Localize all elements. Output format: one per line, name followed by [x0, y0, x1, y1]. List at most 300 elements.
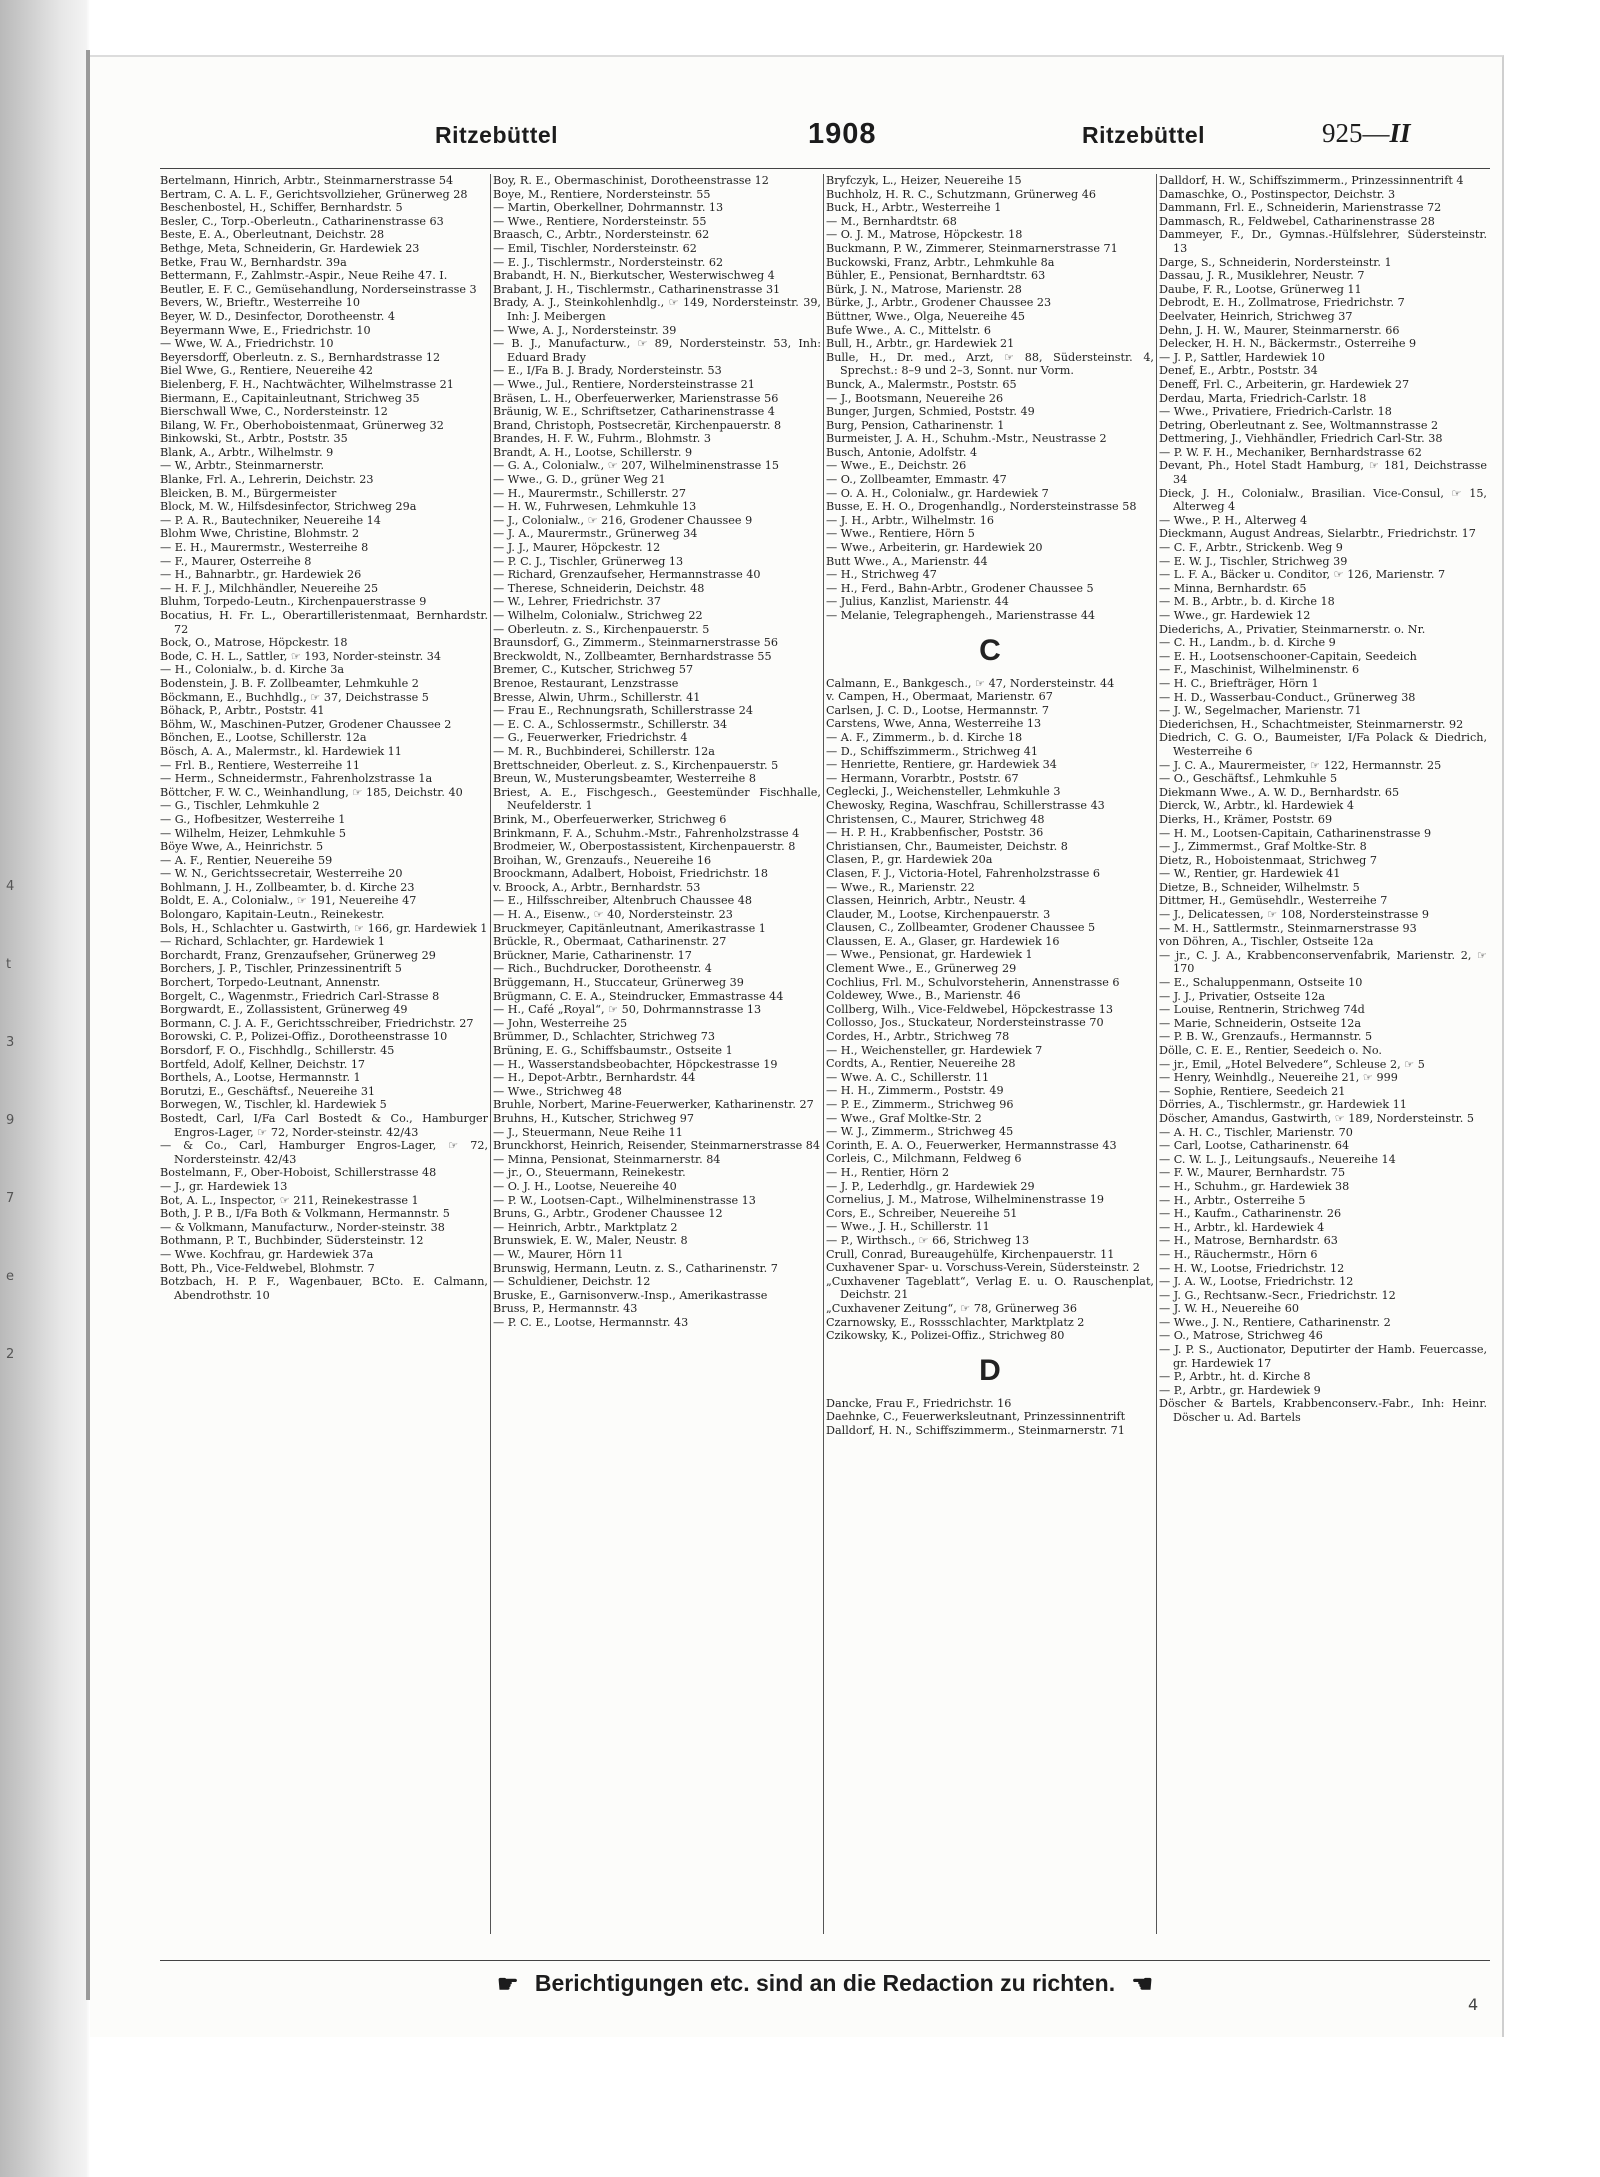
directory-entry: Deneff, Frl. C., Arbeiterin, gr. Hardewiek 27	[1159, 377, 1410, 391]
directory-entry: — Wwe., Strichweg 48	[493, 1084, 622, 1098]
directory-entry: — jr., O., Steuermann, Reinekestr.	[493, 1166, 686, 1180]
directory-entry: Blohm Wwe, Christine, Blohmstr. 2	[160, 527, 360, 541]
directory-entry: — E., Hilfsschreiber, Altenbruch Chaussee 48	[493, 894, 753, 908]
directory-entry: Beyersdorff, Oberleutn. z. S., Bernhardstrasse 12	[160, 350, 441, 364]
directory-entry: Ceglecki, J., Weichensteller, Lehmkuhle 3	[826, 785, 1061, 799]
directory-entry: — H., Colonialw., b. d. Kirche 3a	[160, 663, 344, 677]
margin-mark: 4	[1468, 1995, 1479, 2014]
directory-entry: Collosso, Jos., Stuckateur, Nordersteinstrasse 70	[826, 1016, 1104, 1030]
directory-entry: — John, Westerreihe 25	[493, 1016, 628, 1030]
directory-entry: — Minna, Bernhardstr. 65	[1159, 581, 1307, 595]
directory-entry: Biermann, E., Capitainleutnant, Strichweg 35	[160, 391, 420, 405]
directory-entry: Brügmann, C. E. A., Steindrucker, Emmastrasse 44	[493, 989, 784, 1003]
directory-entry: Busse, E. H. O., Drogenhandlg., Nordersteinstrasse 58	[826, 500, 1137, 514]
directory-entry: — Frau E., Rechnungsrath, Schillerstrasse 24	[493, 704, 753, 718]
directory-entry: — H. H., Zimmerm., Poststr. 49	[826, 1084, 1004, 1098]
directory-entry: Block, M. W., Hilfsdesinfector, Strichweg 29a	[160, 500, 417, 514]
directory-entry: — H., Arbtr., Osterreihe 5	[1159, 1193, 1306, 1207]
directory-entry: — G., Tischler, Lehmkuhle 2	[160, 799, 320, 813]
directory-entry: Böhm, W., Maschinen-Putzer, Grodener Chaussee 2	[160, 717, 452, 731]
directory-entry: Buchholz, H. R. C., Schutzmann, Grünerweg 46	[826, 187, 1097, 201]
directory-entry: Boldt, E. A., Colonialw., ☞ 191, Neuereihe 47	[160, 894, 417, 908]
directory-entry: — J. A., Maurermstr., Grünerweg 34	[493, 527, 698, 541]
directory-entry: Bormann, C. J. A. F., Gerichtsschreiber, Friedrichstr. 27	[160, 1016, 474, 1030]
directory-entry: — P., Arbtr., gr. Hardewiek 9	[1159, 1383, 1321, 1397]
directory-entry: Bevers, W., Brieftr., Westerreihe 10	[160, 296, 360, 310]
directory-entry: Bielenberg, F. H., Nachtwächter, Wilhelmstrasse 21	[160, 377, 454, 391]
directory-entry: Böhack, P., Arbtr., Poststr. 41	[160, 704, 325, 718]
directory-entry: — H., Bahnarbtr., gr. Hardewiek 26	[160, 568, 362, 582]
directory-entry: Bostelmann, F., Ober-Hoboist, Schillerstrasse 48	[160, 1166, 437, 1180]
directory-entry: Buckowski, Franz, Arbtr., Lehmkuhle 8a	[826, 255, 1055, 269]
directory-entry: Butt Wwe., A., Marienstr. 44	[826, 554, 988, 568]
directory-entry: — J. C. A., Maurermeister, ☞ 122, Hermannstr. 25	[1159, 758, 1442, 772]
directory-entry: — H. C., Briefträger, Hörn 1	[1159, 676, 1319, 690]
directory-entry: — Carl, Lootse, Catharinenstr. 64	[1159, 1139, 1350, 1153]
directory-entry: Burmeister, J. A. H., Schuhm.-Mstr., Neustrasse 2	[826, 432, 1107, 446]
directory-entry: Bulle, H., Dr. med., Arzt, ☞ 88, Südersteinstr. 4, Sprechst.: 8–9 und 2–3, Sonnt. nur Vorm.	[826, 350, 1154, 378]
directory-entry: — Wwe., G. D., grüner Weg 21	[493, 473, 666, 487]
directory-entry: — & Volkmann, Manufacturw., Norder-steinstr. 38	[160, 1220, 445, 1234]
directory-entry: — Wwe. Kochfrau, gr. Hardewiek 37a	[160, 1247, 374, 1261]
directory-entry: Boye, M., Rentiere, Nordersteinstr. 55	[493, 187, 711, 201]
directory-entry: Beste, E. A., Oberleutnant, Deichstr. 28	[160, 228, 385, 242]
page-number-value: 925—	[1322, 118, 1390, 148]
directory-entry: Borwegen, W., Tischler, kl. Hardewiek 5	[160, 1098, 387, 1112]
directory-entry: Bunck, A., Malermstr., Poststr. 65	[826, 377, 1017, 391]
directory-entry: Brüning, E. G., Schiffsbaumstr., Ostseite 1	[493, 1044, 733, 1057]
directory-entry: Binkowski, St., Arbtr., Poststr. 35	[160, 432, 348, 446]
directory-entry: Crull, Conrad, Bureaugehülfe, Kirchenpauerstr. 11	[826, 1247, 1115, 1261]
directory-entry: Busch, Antonie, Adolfstr. 4	[826, 445, 978, 459]
directory-entry: — M., Bernhardtstr. 68	[826, 214, 957, 228]
directory-entry: Braasch, C., Arbtr., Nordersteinstr. 62	[493, 228, 710, 242]
directory-entry: Bryfczyk, L., Heizer, Neuereihe 15	[826, 174, 1022, 187]
column-2	[493, 174, 821, 1954]
page-footer	[160, 1966, 1490, 2000]
directory-entry: Delecker, H. H. N., Bäckermstr., Osterreihe 9	[1159, 337, 1417, 351]
directory-entry: — J. W. H., Neuereihe 60	[1159, 1302, 1299, 1316]
directory-entry: Cordts, A., Rentier, Neuereihe 28	[826, 1057, 1016, 1071]
directory-entry: Debrodt, E. H., Zollmatrose, Friedrichstr. 7	[1159, 296, 1405, 310]
directory-entry: Bostedt, Carl, I/Fa Carl Bostedt & Co., Hamburger Engros-Lager, ☞ 72, Norder-steinstr. 42/43	[160, 1111, 488, 1139]
directory-entry: — H. D., Wasserbau-Conduct., Grünerweg 38	[1159, 690, 1416, 704]
directory-entry: — Wwe., Jul., Rentiere, Nordersteinstrasse 21	[493, 377, 755, 391]
directory-entry: — Richard, Grenzaufseher, Hermannstrasse 40	[493, 568, 761, 582]
directory-entry: Böttcher, F. W. C., Weinhandlung, ☞ 185, Deichstr. 40	[160, 785, 463, 799]
directory-entry: Bock, O., Matrose, Höpckestr. 18	[160, 636, 348, 650]
directory-entry: Bruske, E., Garnisonverw.-Insp., Amerikastrasse	[493, 1288, 768, 1302]
directory-entry: Dieckmann, August Andreas, Sielarbtr., Friedrichstr. 17	[1159, 527, 1476, 541]
directory-entry: Czikowsky, K., Polizei-Offiz., Strichweg 80	[826, 1329, 1065, 1343]
directory-entry: — F., Maschinist, Wilhelminenstr. 6	[1159, 663, 1360, 677]
directory-entry: — H., Matrose, Bernhardstr. 63	[1159, 1234, 1338, 1248]
directory-entry: — H., Kaufm., Catharinenstr. 26	[1159, 1207, 1342, 1221]
directory-entry: Beyer, W. D., Desinfector, Dorotheenstr. 4	[160, 309, 396, 323]
footer-rule	[160, 1960, 1490, 1961]
directory-entry: — E. H., Maurermstr., Westerreihe 8	[160, 541, 369, 555]
directory-entry: Dörries, A., Tischlermstr., gr. Hardewiek 11	[1159, 1098, 1407, 1112]
directory-entry: Bot, A. L., Inspector, ☞ 211, Reinekestrasse 1	[160, 1193, 419, 1207]
directory-entry: „Cuxhavener Tageblatt“, Verlag E. u. O. Rauschenplat, Deichstr. 21	[826, 1274, 1154, 1302]
directory-entry: — Henriette, Rentiere, gr. Hardewiek 34	[826, 758, 1057, 772]
directory-entry: — jr., C. J. A., Krabbenconservenfabrik, Marienstr. 2, ☞ 170	[1159, 948, 1487, 976]
directory-entry: Beschenbostel, H., Schiffer, Bernhardstr. 5	[160, 201, 403, 215]
directory-entry: Bierschwall Wwe, C., Nordersteinstr. 12	[160, 405, 388, 419]
directory-entry: — H., Schuhm., gr. Hardewiek 38	[1159, 1179, 1350, 1193]
directory-entry: Bolongaro, Kapitain-Leutn., Reinekestr.	[160, 908, 385, 922]
directory-entry: Diederichsen, H., Schachtmeister, Steinmarnerstr. 92	[1159, 717, 1464, 731]
directory-entry: Diedrich, C. G. O., Baumeister, I/Fa Polack & Diedrich, Westerreihe 6	[1159, 731, 1487, 758]
directory-entry: Biel Wwe, G., Rentiere, Neuereihe 42	[160, 364, 373, 378]
directory-entry: — J. W., Segelmacher, Marienstr. 71	[1159, 704, 1362, 718]
directory-entry: — Hermann, Vorarbtr., Poststr. 67	[826, 771, 1019, 785]
directory-entry: Deelvater, Heinrich, Strichweg 37	[1159, 309, 1353, 323]
directory-entry: — O. J. M., Matrose, Höpckestr. 18	[826, 228, 1023, 242]
directory-entry: Brand, Christoph, Postsecretär, Kirchenpauerstr. 8	[493, 418, 782, 432]
directory-entry: — O., Geschäftsf., Lehmkuhle 5	[1159, 772, 1338, 786]
directory-entry: — jr., Emil, „Hotel Belvedere“, Schleuse 2, ☞ 5	[1159, 1057, 1425, 1071]
directory-entry: Damaschke, O., Postinspector, Deichstr. 3	[1159, 187, 1396, 201]
directory-entry: — Wwe., R., Marienstr. 22	[826, 880, 975, 894]
directory-entry: Boy, R. E., Obermaschinist, Dorotheenstrasse 12	[493, 174, 769, 187]
directory-entry: — Herm., Schneidermstr., Fahrenholzstrasse 1a	[160, 772, 433, 786]
directory-entry: — Wwe., Rentiere, Hörn 5	[826, 527, 975, 541]
directory-entry: — H., Weichensteller, gr. Hardewiek 7	[826, 1043, 1043, 1057]
directory-entry: Dalldorf, H. W., Schiffszimmerm., Prinzessinnentrift 4	[1159, 174, 1464, 187]
directory-entry: Carstens, Wwe, Anna, Westerreihe 13	[826, 717, 1042, 731]
margin-mark: t	[6, 957, 12, 972]
pointing-hand-left-icon: ☛	[496, 1970, 519, 1998]
directory-entry: „Cuxhavener Zeitung“, ☞ 78, Grünerweg 36	[826, 1301, 1078, 1315]
directory-entry: Besler, C., Torp.-Oberleutn., Catharinenstrasse 63	[160, 214, 444, 228]
directory-entry: Bürke, J., Arbtr., Grodener Chaussee 23	[826, 296, 1052, 310]
directory-entry: Bruhns, H., Kutscher, Strichweg 97	[493, 1111, 695, 1125]
directory-entry: Dettmering, J., Viehhändler, Friedrich Carl-Str. 38	[1159, 432, 1443, 446]
directory-entry: Corleis, C., Milchmann, Feldweg 6	[826, 1152, 1022, 1166]
directory-entry: Döscher & Bartels, Krabbenconserv.-Fabr., Inh: Heinr. Döscher u. Ad. Bartels	[1159, 1397, 1487, 1425]
directory-entry: v. Broock, A., Arbtr., Bernhardstr. 53	[493, 880, 701, 894]
directory-entry: — H., Arbtr., kl. Hardewiek 4	[1159, 1220, 1325, 1234]
directory-entry: Christiansen, Chr., Baumeister, Deichstr. 8	[826, 839, 1068, 853]
directory-entry: von Döhren, A., Tischler, Ostseite 12a	[1159, 935, 1374, 949]
directory-entry: — G. A., Colonialw., ☞ 207, Wilhelminenstrasse 15	[493, 459, 779, 473]
directory-entry: — W., Lehrer, Friedrichstr. 37	[493, 595, 661, 609]
directory-entry: — P. C. J., Tischler, Grünerweg 13	[493, 554, 684, 568]
directory-entry: Botzbach, H. P. F., Wagenbauer, BCto. E. Calmann, Abendrothstr. 10	[160, 1275, 488, 1302]
directory-entry: — D., Schiffszimmerm., Strichweg 41	[826, 744, 1039, 758]
directory-entry: Beyermann Wwe, E., Friedrichstr. 10	[160, 323, 371, 337]
directory-entry: — H., Ferd., Bahn-Arbtr., Grodener Chaussee 5	[826, 581, 1094, 595]
directory-entry: — J. G., Rechtsanw.-Secr., Friedrichstr. 12	[1159, 1288, 1396, 1302]
directory-entry: — E., Schaluppenmann, Ostseite 10	[1159, 976, 1363, 990]
directory-entry: — J. P. S., Auctionator, Deputirter der Hamb. Feuercasse, gr. Hardewiek 17	[1159, 1343, 1487, 1370]
directory-entry: Brümmer, D., Schlachter, Strichweg 73	[493, 1030, 715, 1044]
directory-entry: — W., Rentier, gr. Hardewiek 41	[1159, 867, 1341, 881]
directory-entry: Böckmann, E., Buchhdlg., ☞ 37, Deichstrasse 5	[160, 690, 429, 704]
directory-entry: Brückner, Marie, Catharinenstr. 17	[493, 948, 692, 962]
directory-entry: Blanke, Frl. A., Lehrerin, Deichstr. 23	[160, 473, 374, 487]
directory-entry: v. Campen, H., Obermaat, Marienstr. 67	[826, 690, 1053, 704]
directory-entry: Dölle, C. E. E., Rentier, Seedeich o. No.	[1159, 1044, 1382, 1057]
directory-entry: Bräunig, W. E., Schriftsetzer, Catharinenstrasse 4	[493, 405, 775, 419]
directory-entry: Both, J. P. B., I/Fa Both & Volkmann, Hermannstr. 5	[160, 1207, 450, 1221]
directory-entry: Borgwardt, E., Zollassistent, Grünerweg 49	[160, 1003, 408, 1017]
directory-entry: — W., Arbtr., Steinmarnerstr.	[160, 459, 325, 473]
directory-entry: — B. J., Manufacturw., ☞ 89, Nordersteinstr. 53, Inh: Eduard Brady	[493, 337, 821, 364]
directory-entry: — J. H., Arbtr., Wilhelmstr. 16	[826, 513, 994, 527]
directory-entry: Diederichs, A., Privatier, Steinmarnerstr. o. Nr.	[1159, 622, 1426, 636]
directory-entry: Bürk, J. N., Matrose, Marienstr. 28	[826, 282, 1022, 296]
directory-entry: Brabandt, H. N., Bierkutscher, Westerwischweg 4	[493, 269, 775, 283]
directory-entry: Dittmer, H., Gemüsehdlr., Westerreihe 7	[1159, 894, 1388, 908]
directory-entry: Bortfeld, Adolf, Kellner, Deichstr. 17	[160, 1057, 366, 1071]
directory-entry: — C. W. L. J., Leitungsaufs., Neuereihe 14	[1159, 1152, 1396, 1166]
directory-entry: — Martin, Oberkellner, Dohrmannstr. 13	[493, 201, 724, 215]
directory-entry: Corinth, E. A. O., Feuerwerker, Hermannstrasse 43	[826, 1138, 1117, 1152]
footer-notice: Berichtigungen etc. sind an die Redaction zu richten.	[534, 1970, 1116, 1996]
column-divider	[1156, 174, 1157, 1934]
column-divider	[490, 174, 491, 1934]
directory-entry: — Wwe., J. H., Schillerstr. 11	[826, 1220, 990, 1234]
directory-entry: Bleicken, B. M., Bürgermeister	[160, 486, 337, 500]
directory-entry: Clasen, F. J., Victoria-Hotel, Fahrenholzstrasse 6	[826, 866, 1101, 880]
directory-entry: Borowski, C. P., Polizei-Offiz., Dorotheenstrasse 10	[160, 1030, 448, 1044]
directory-entry: — Emil, Tischler, Nordersteinstr. 62	[493, 241, 697, 255]
directory-entry: Brodmeier, W., Oberpostassistent, Kirchenpauerstr. 8	[493, 840, 796, 854]
directory-entry: Christensen, C., Maurer, Strichweg 48	[826, 812, 1045, 826]
directory-entry: Derdau, Marta, Friedrich-Carlstr. 18	[1159, 391, 1367, 405]
directory-entry: — H., Rentier, Hörn 2	[826, 1165, 950, 1179]
directory-entry: Collberg, Wilh., Vice-Feldwebel, Höpckestrasse 13	[826, 1002, 1113, 1016]
directory-entry: Clasen, P., gr. Hardewiek 20a	[826, 853, 993, 867]
directory-entry: Coldewey, Wwe., B., Marienstr. 46	[826, 989, 1021, 1003]
directory-entry: Cordes, H., Arbtr., Strichweg 78	[826, 1030, 1010, 1044]
directory-entry: — Wwe., E., Deichstr. 26	[826, 459, 967, 473]
directory-entry: Czarnowsky, E., Rossschlachter, Marktplatz 2	[826, 1315, 1085, 1329]
directory-entry: — Frl. B., Rentiere, Westerreihe 11	[160, 758, 361, 772]
directory-entry: Bertram, C. A. L. F., Gerichtsvollzieher, Grünerweg 28	[160, 187, 468, 201]
directory-entry: Detring, Oberleutnant z. See, Woltmannstrasse 2	[1159, 418, 1439, 432]
directory-entry: Bruns, G., Arbtr., Grodener Chaussee 12	[493, 1207, 723, 1221]
directory-entry: Brink, M., Oberfeuerwerker, Strichweg 6	[493, 812, 727, 826]
directory-entry: Cochlius, Frl. M., Schulvorsteherin, Annenstrasse 6	[826, 975, 1120, 989]
section-letter: D	[979, 1353, 1001, 1387]
directory-entry: Bocatius, H. Fr. L., Oberartilleristenmaat, Bernhardstr. 72	[160, 609, 488, 636]
directory-entry: Brandt, A. H., Lootse, Schillerstr. 9	[493, 445, 693, 459]
directory-entry: — J. P., Sattler, Hardewiek 10	[1159, 350, 1326, 364]
directory-entry: — C. F., Arbtr., Strickenb. Weg 9	[1159, 541, 1343, 555]
directory-entry: Bösch, A. A., Malermstr., kl. Hardewiek 11	[160, 744, 402, 758]
directory-entry: — H., Café „Royal“, ☞ 50, Dohrmannstrasse 13	[493, 1003, 762, 1017]
directory-entry: Bols, H., Schlachter u. Gastwirth, ☞ 166, gr. Hardewiek 1	[160, 921, 488, 935]
directory-entry: — Wilhelm, Colonialw., Strichweg 22	[493, 609, 703, 622]
directory-entry: Borsdorf, F. O., Fischhdlg., Schillerstr. 45	[160, 1044, 395, 1057]
directory-entry: Brunckhorst, Heinrich, Reisender, Steinmarnerstrasse 84	[493, 1139, 821, 1153]
directory-entry: — Wwe., Pensionat, gr. Hardewiek 1	[826, 948, 1033, 962]
directory-entry: — J., gr. Hardewiek 13	[160, 1179, 288, 1193]
directory-entry: — E., I/Fa B. J. Brady, Nordersteinstr. 53	[493, 364, 722, 378]
directory-entry: — H. W., Fuhrwesen, Lehmkuhle 13	[493, 500, 697, 514]
directory-entry: Bremer, C., Kutscher, Strichweg 57	[493, 663, 694, 677]
margin-mark: 7	[6, 1191, 15, 1206]
section-letter: C	[979, 633, 1001, 667]
directory-entry: — J. P., Lederhdlg., gr. Hardewiek 29	[826, 1179, 1035, 1193]
directory-entry: — J. J., Privatier, Ostseite 12a	[1159, 989, 1326, 1003]
directory-entry: Briest, A. E., Fischgesch., Geestemünder Fischhalle, Neufelderstr. 1	[493, 785, 821, 813]
directory-entry: — J., Zimmermst., Graf Moltke-Str. 8	[1159, 840, 1367, 854]
directory-entry: Dassau, J. R., Musiklehrer, Neustr. 7	[1159, 269, 1365, 283]
directory-entry: — M. H., Sattlermstr., Steinmarnerstrasse 93	[1159, 921, 1417, 935]
directory-entry: Dierks, H., Krämer, Poststr. 69	[1159, 812, 1333, 826]
directory-entry: Brabant, J. H., Tischlermstr., Catharinenstrasse 31	[493, 282, 781, 296]
directory-entry: Brinkmann, F. A., Schuhm.-Mstr., Fahrenholzstrasse 4	[493, 826, 800, 840]
directory-entry: — E. W. J., Tischler, Strichweg 39	[1159, 554, 1348, 568]
directory-entry: — Wilhelm, Heizer, Lehmkuhle 5	[160, 826, 346, 840]
directory-entry: Denef, E., Arbtr., Poststr. 34	[1159, 364, 1318, 378]
directory-entry: — Melanie, Telegraphengeh., Marienstrasse 44	[826, 609, 1096, 622]
directory-entry: — P. A. R., Bautechniker, Neuereihe 14	[160, 513, 381, 527]
directory-entry: — H., Wasserstandsbeobachter, Höpckestrasse 19	[493, 1057, 778, 1071]
directory-entry: — P. B. W., Grenzaufs., Hermannstr. 5	[1159, 1030, 1373, 1044]
directory-entry: — A. F., Zimmerm., b. d. Kirche 18	[826, 730, 1023, 744]
directory-entry: Borutzi, E., Geschäftsf., Neuereihe 31	[160, 1084, 376, 1098]
directory-entry: — F., Maurer, Osterreihe 8	[160, 554, 312, 568]
directory-entry: — G., Hofbesitzer, Westerreihe 1	[160, 812, 346, 826]
directory-entry: — Heinrich, Arbtr., Marktplatz 2	[493, 1220, 678, 1234]
directory-entry: Dieck, J. H., Colonialw., Brasilian. Vice-Consul, ☞ 15, Alterweg 4	[1159, 486, 1487, 514]
directory-entry: Cornelius, J. M., Matrose, Wilhelminenstrasse 19	[826, 1193, 1104, 1207]
directory-entry: Böye Wwe, A., Heinrichstr. 5	[160, 840, 324, 854]
directory-entry: — G., Feuerwerker, Friedrichstr. 4	[493, 731, 688, 745]
directory-entry: — Julius, Kanzlist, Marienstr. 44	[826, 595, 1009, 609]
directory-entry: Burg, Pension, Catharinenstr. 1	[826, 418, 1005, 432]
directory-entry: Breun, W., Musterungsbeamter, Westerreihe 8	[493, 772, 756, 786]
directory-entry: — O. J. H., Lootse, Neuereihe 40	[493, 1179, 677, 1193]
directory-entry: — P., Arbtr., ht. d. Kirche 8	[1159, 1370, 1311, 1384]
directory-columns	[160, 174, 1490, 1954]
directory-entry: — H. F. J., Milchhändler, Neuereihe 25	[160, 581, 379, 595]
directory-entry: — P. W. F. H., Mechaniker, Bernhardstrasse 62	[1159, 445, 1422, 459]
directory-entry: Brenoe, Restaurant, Lenzstrasse	[493, 676, 679, 690]
directory-entry: — P. E., Zimmerm., Strichweg 96	[826, 1098, 1014, 1111]
directory-entry: — F. W., Maurer, Bernhardstr. 75	[1159, 1166, 1346, 1180]
directory-entry: — C. H., Landm., b. d. Kirche 9	[1159, 636, 1336, 650]
directory-entry: — H., Maurermstr., Schillerstr. 27	[493, 486, 686, 500]
directory-entry: Döscher, Amandus, Gastwirth, ☞ 189, Nordersteinstr. 5	[1159, 1111, 1474, 1125]
margin-marks	[6, 880, 20, 1426]
directory-entry: — J. J., Maurer, Höpckestr. 12	[493, 541, 661, 555]
directory-entry: Borchers, J. P., Tischler, Prinzessinentrift 5	[160, 962, 402, 976]
directory-entry: Claussen, E. A., Glaser, gr. Hardewiek 16	[826, 934, 1060, 948]
directory-entry: Bilang, W. Fr., Oberhoboistenmaat, Grünerweg 32	[160, 418, 444, 432]
directory-entry: Broockmann, Adalbert, Hoboist, Friedrichstr. 18	[493, 867, 768, 881]
directory-entry: Brandes, H. F. W., Fuhrm., Blohmstr. 3	[493, 432, 712, 446]
directory-entry: — Rich., Buchdrucker, Dorotheenstr. 4	[493, 962, 712, 976]
directory-entry: Borthels, A., Lootse, Hermannstr. 1	[160, 1071, 361, 1085]
margin-mark: 3	[6, 1035, 15, 1050]
directory-entry: Bufe Wwe., A. C., Mittelstr. 6	[826, 323, 991, 337]
directory-entry: Cuxhavener Spar- u. Vorschuss-Verein, Südersteinstr. 2	[826, 1261, 1140, 1275]
directory-entry: Brückle, R., Obermaat, Catharinenstr. 27	[493, 935, 727, 949]
directory-entry: — Wwe, A. J., Nordersteinstr. 39	[493, 323, 677, 337]
directory-entry: — J., Bootsmann, Neuereihe 26	[826, 391, 1004, 405]
directory-entry: — H. M., Lootsen-Capitain, Catharinenstrasse 9	[1159, 826, 1432, 840]
header-right-title: Ritzebüttel	[1082, 122, 1206, 148]
directory-entry: — Richard, Schlachter, gr. Hardewiek 1	[160, 935, 385, 949]
directory-entry: — O. A. H., Colonialw., gr. Hardewiek 7	[826, 486, 1049, 500]
directory-entry: Bethge, Meta, Schneiderin, Gr. Hardewiek 23	[160, 241, 420, 255]
directory-entry: Dammasch, R., Feldwebel, Catharinenstrasse 28	[1159, 214, 1435, 228]
directory-entry: Bott, Ph., Vice-Feldwebel, Blohmstr. 7	[160, 1261, 375, 1275]
directory-entry: — Louise, Rentnerin, Strichweg 74d	[1159, 1003, 1365, 1017]
directory-entry: Bode, C. H. L., Sattler, ☞ 193, Norder-steinstr. 34	[160, 649, 442, 663]
directory-entry: Bruhle, Norbert, Marine-Feuerwerker, Katharinenstr. 27	[493, 1098, 814, 1112]
header-year: 1908	[808, 118, 877, 150]
directory-entry: — Henry, Weinhdlg., Neuereihe 21, ☞ 999	[1159, 1071, 1398, 1085]
directory-entry: — A. H. C., Tischler, Marienstr. 70	[1159, 1125, 1353, 1139]
directory-entry: — L. F. A., Bäcker u. Conditor, ☞ 126, Marienstr. 7	[1159, 568, 1446, 582]
directory-entry: — Wwe, W. A., Friedrichstr. 10	[160, 337, 334, 351]
header-left-title: Ritzebüttel	[435, 122, 559, 148]
directory-entry: — Minna, Pensionat, Steinmarnerstr. 84	[493, 1152, 721, 1166]
directory-entry: — J., Steuermann, Neue Reihe 11	[493, 1125, 683, 1139]
directory-entry: — Wwe., Privatiere, Friedrich-Carlstr. 18	[1159, 405, 1392, 419]
directory-entry: Bresse, Alwin, Uhrm., Schillerstr. 41	[493, 690, 701, 704]
directory-entry: — H., Strichweg 47	[826, 568, 937, 582]
directory-entry: Clausen, C., Zollbeamter, Grodener Chaussee 5	[826, 921, 1096, 935]
margin-mark: e	[6, 1269, 14, 1284]
directory-entry: — Marie, Schneiderin, Ostseite 12a	[1159, 1016, 1362, 1030]
directory-entry: Buck, H., Arbtr., Westerreihe 1	[826, 201, 1002, 215]
directory-entry: Bräsen, L. H., Oberfeuerwerker, Marienstrasse 56	[493, 391, 779, 405]
directory-entry: — & Co., Carl, Hamburger Engros-Lager, ☞ 72, Nordersteinstr. 42/43	[160, 1139, 488, 1166]
directory-entry: Devant, Ph., Hotel Stadt Hamburg, ☞ 181, Deichstrasse 34	[1159, 459, 1487, 487]
directory-entry: — Oberleutn. z. S., Kirchenpauerstr. 5	[493, 622, 710, 636]
directory-entry: Borchert, Torpedo-Leutnant, Annenstr.	[160, 976, 381, 990]
directory-entry: Bothmann, P. T., Buchbinder, Südersteinstr. 12	[160, 1234, 424, 1248]
directory-entry: — Therese, Schneiderin, Deichstr. 48	[493, 581, 705, 595]
margin-mark: 4	[6, 879, 15, 894]
directory-entry: — P. C. E., Lootse, Hermannstr. 43	[493, 1315, 689, 1329]
directory-entry: — E. J., Tischlermstr., Nordersteinstr. 62	[493, 255, 724, 269]
directory-entry: Bruss, P., Hermannstr. 43	[493, 1302, 638, 1316]
directory-entry: Carlsen, J. C. D., Lootse, Hermannstr. 7	[826, 703, 1049, 717]
directory-entry: Dammann, Frl. E., Schneiderin, Marienstrasse 72	[1159, 201, 1442, 215]
directory-entry: Bunger, Jurgen, Schmied, Poststr. 49	[826, 405, 1035, 419]
page-header	[160, 118, 1500, 162]
directory-entry: — W., Maurer, Hörn 11	[493, 1247, 624, 1261]
directory-entry: Bertelmann, Hinrich, Arbtr., Steinmarnerstrasse 54	[160, 174, 454, 187]
directory-entry: Chewosky, Regina, Waschfrau, Schillerstrasse 43	[826, 798, 1105, 812]
directory-entry: Bruckmeyer, Capitänleutnant, Amerikastrasse 1	[493, 921, 766, 935]
directory-entry: — P., Wirthsch., ☞ 66, Strichweg 13	[826, 1233, 1030, 1247]
directory-entry: Bull, H., Arbtr., gr. Hardewiek 21	[826, 337, 1015, 351]
directory-entry: Brady, A. J., Steinkohlenhdlg., ☞ 149, Nordersteinstr. 39, Inh: J. Meibergen	[493, 296, 821, 323]
directory-entry: Buckmann, P. W., Zimmerer, Steinmarnerstrasse 71	[826, 241, 1118, 255]
directory-entry: — O., Matrose, Strichweg 46	[1159, 1329, 1323, 1343]
directory-entry: — P. W., Lootsen-Capt., Wilhelminenstrasse 13	[493, 1193, 756, 1207]
directory-entry: Classen, Heinrich, Arbtr., Neustr. 4	[826, 894, 1026, 908]
pointing-hand-right-icon: ☚	[1131, 1970, 1153, 1998]
directory-entry: — Wwe., Arbeiterin, gr. Hardewiek 20	[826, 541, 1043, 555]
directory-entry: — Wwe., J. N., Rentiere, Catharinenstr. 2	[1159, 1315, 1391, 1329]
directory-entry: Dietze, B., Schneider, Wilhelmstr. 5	[1159, 880, 1360, 894]
directory-entry: — A. F., Rentier, Neuereihe 59	[160, 853, 333, 867]
directory-entry: — E. C. A., Schlossermstr., Schillerstr. 34	[493, 717, 728, 731]
directory-entry: — H., Depot-Arbtr., Bernhardstr. 44	[493, 1071, 696, 1085]
directory-entry: Bühler, E., Pensionat, Bernhardtstr. 63	[826, 269, 1046, 283]
